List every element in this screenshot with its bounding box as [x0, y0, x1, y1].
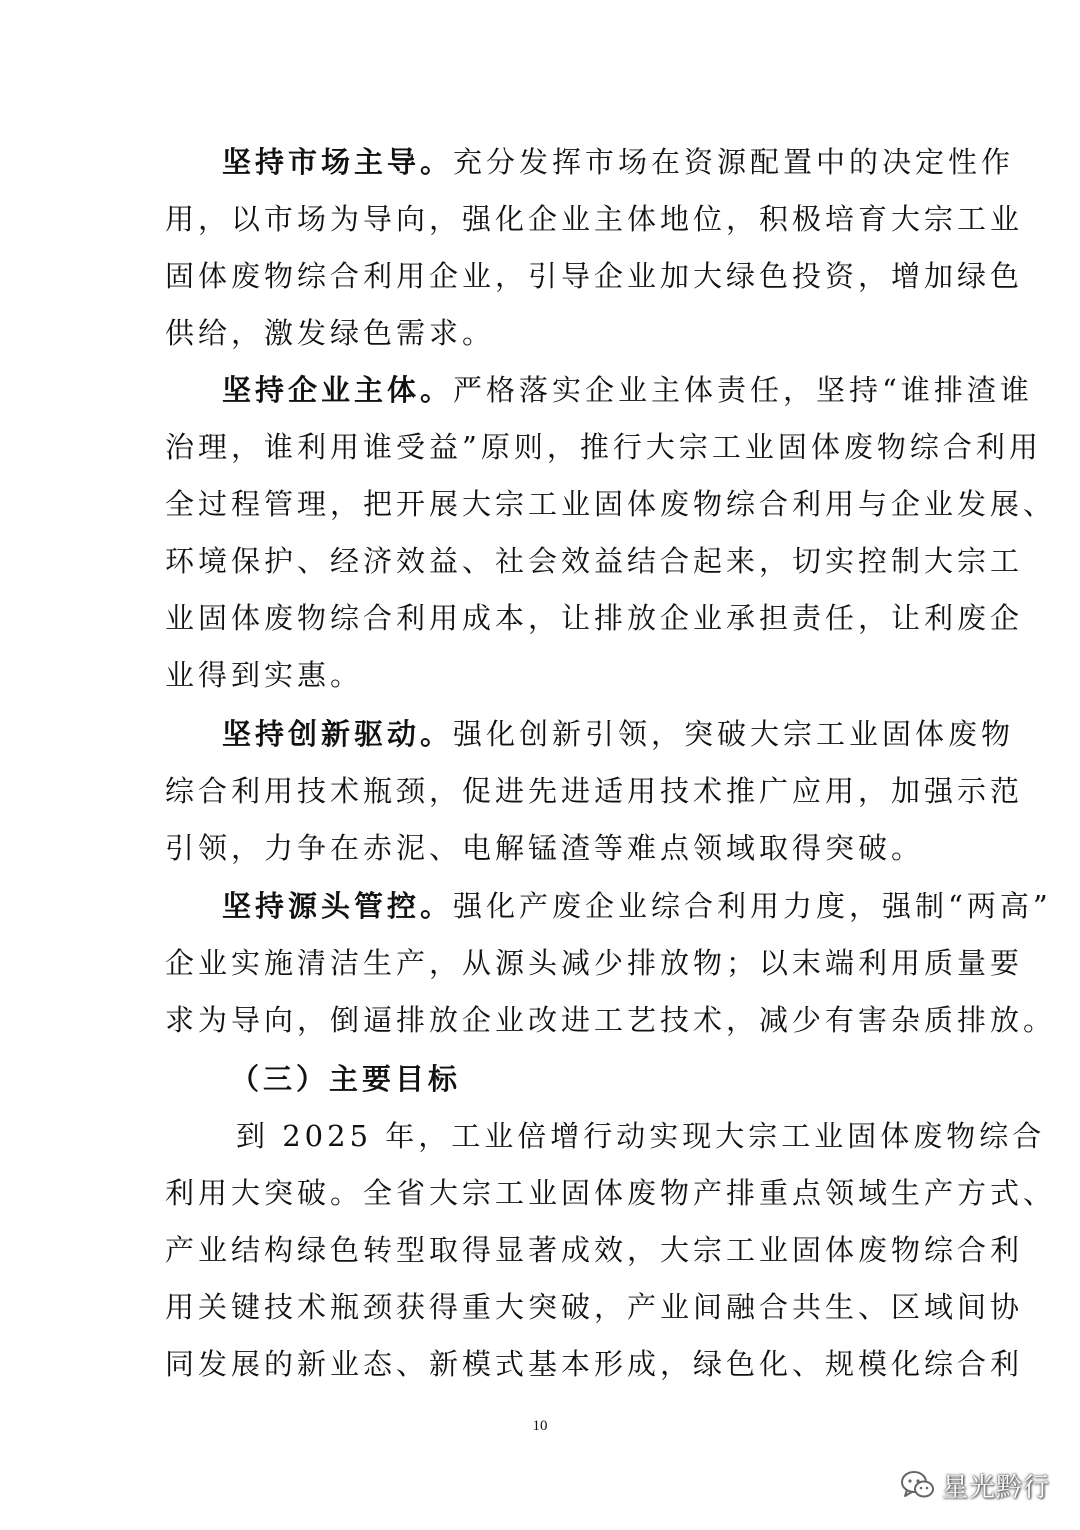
- watermark-text: 星光黔行: [941, 1472, 1050, 1503]
- goal-line-4: 用关键技术瓶颈获得重大突破，产业间融合共生、区域间协: [165, 1290, 1024, 1324]
- paragraph-4-line-1: 坚持源头管控。强化产废企业综合利用力度，强制“两高”: [222, 889, 1052, 923]
- paragraph-1-line-2: 用，以市场为导向，强化企业主体地位，积极培育大宗工业: [165, 202, 1024, 236]
- goal-line-2: 利用大突破。全省大宗工业固体废物产排重点领域生产方式、: [165, 1176, 1057, 1210]
- section-heading: （三）主要目标: [230, 1062, 462, 1096]
- paragraph-2-line-2: 治理，谁利用谁受益”原则，推行大宗工业固体废物综合利用: [165, 430, 1042, 464]
- paragraph-4-line-3: 求为导向，倒逼排放企业改进工艺技术，减少有害杂质排放。: [165, 1003, 1057, 1037]
- paragraph-2-line-6: 业得到实惠。: [165, 658, 364, 692]
- paragraph-4-lead: 坚持源头管控。: [222, 889, 454, 923]
- goal-line-3: 产业结构绿色转型取得显著成效，大宗工业固体废物综合利: [165, 1233, 1024, 1267]
- paragraph-3-lead: 坚持创新驱动。: [222, 717, 454, 751]
- watermark: [900, 1465, 1050, 1505]
- paragraph-3-line-2: 综合利用技术瓶颈，促进先进适用技术推广应用，加强示范: [165, 774, 1024, 808]
- paragraph-1-line-3: 固体废物综合利用企业，引导企业加大绿色投资，增加绿色: [165, 259, 1024, 293]
- paragraph-3-line-1: 坚持创新驱动。强化创新引领，突破大宗工业固体废物: [222, 717, 1015, 751]
- paragraph-1-lead: 坚持市场主导。: [222, 145, 454, 179]
- paragraph-2-line-4: 环境保护、经济效益、社会效益结合起来，切实控制大宗工: [165, 544, 1024, 578]
- paragraph-3-line-3: 引领，力争在赤泥、电解锰渣等难点领域取得突破。: [165, 831, 925, 865]
- goal-line-1: 到 2025 年，工业倍增行动实现大宗工业固体废物综合: [236, 1119, 1046, 1153]
- paragraph-2-line-5: 业固体废物综合利用成本，让排放企业承担责任，让利废企: [165, 601, 1024, 635]
- wechat-icon: [900, 1469, 936, 1501]
- paragraph-2-lead: 坚持企业主体。: [222, 373, 454, 407]
- paragraph-2-line-1: 坚持企业主体。严格落实企业主体责任，坚持“谁排渣谁: [222, 373, 1033, 407]
- goal-line-5: 同发展的新业态、新模式基本形成，绿色化、规模化综合利: [165, 1347, 1024, 1381]
- paragraph-4-line-2: 企业实施清洁生产，从源头减少排放物；以末端利用质量要: [165, 946, 1024, 980]
- page-number: 10: [532, 1418, 548, 1434]
- paragraph-2-line-3: 全过程管理，把开展大宗工业固体废物综合利用与企业发展、: [165, 487, 1057, 521]
- paragraph-1-line-4: 供给，激发绿色需求。: [165, 316, 496, 350]
- paragraph-1-line-1: 坚持市场主导。充分发挥市场在资源配置中的决定性作: [222, 145, 1015, 179]
